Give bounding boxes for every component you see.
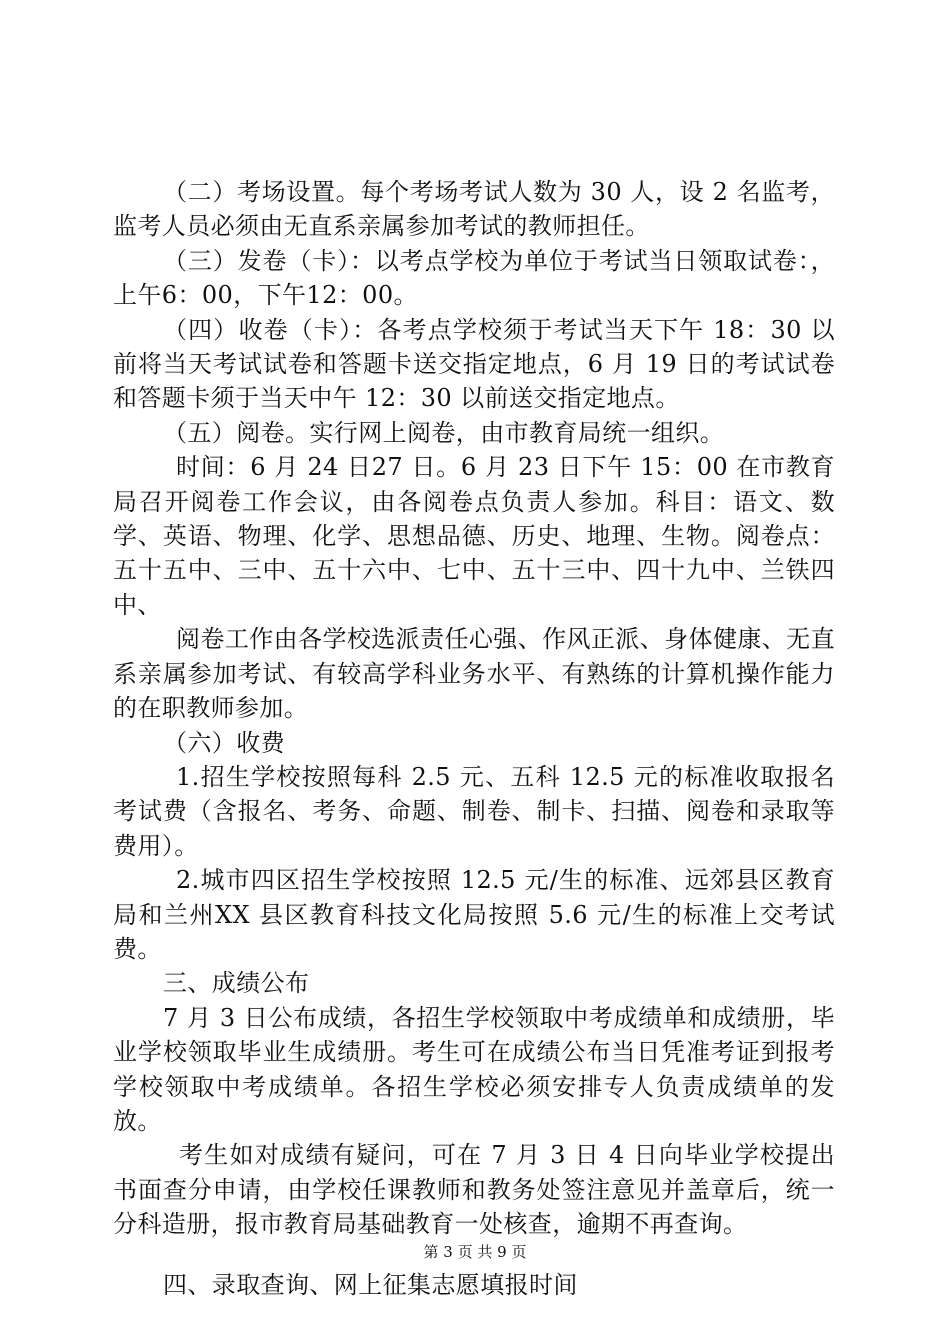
page-footer: 第 3 页 共 9 页 — [423, 1243, 527, 1261]
document-body — [113, 175, 835, 1302]
paragraph-score-review: 考生如对成绩有疑问，可在 7 月 3 日 4 日向毕业学校提出书面查分申请，由学校任课教师和教务处签注意见并盖章后，统一分科造册，报市教育局基础教育一处核查，逾期不再查询。 — [113, 1141, 835, 1239]
paragraph-paper-collection: （四）收卷（卡）：各考点学校须于考试当天下午 18：30 以前将当天考试试卷和答题卡送交指定地点，6 月 19 日的考试试卷和答题卡须于当天中午 12：30 以前送交指定地点。 — [113, 315, 835, 413]
paragraph-paper-distribution: （三）发卷（卡）：以考点学校为单位于考试当日领取试卷：，上午6：00，下午12：00。 — [113, 246, 835, 310]
paragraph-marking-schedule: 时间：6 月 24 日27 日。6 月 23 日下午 15：00 在市教育局召开阅卷工作会议，由各阅卷点负责人参加。科目：语文、数学、英语、物理、化学、思想品德、历史、地理、生物。阅卷点：五十五中、三中、五十六中、七中、五十三中、四十九中、兰铁四中、 — [113, 453, 835, 619]
paragraph-marking-staff: 阅卷工作由各学校选派责任心强、作风正派、身体健康、无直系亲属参加考试、有较高学科业务水平、有熟练的计算机操作能力的在职教师参加。 — [113, 625, 835, 723]
paragraph-fee-item-2: 2.城市四区招生学校按照 12.5 元/生的标准、远郊县区教育局和兰州XX 县区教育科技文化局按照 5.6 元/生的标准上交考试费。 — [113, 866, 835, 963]
paragraph-marking: （五）阅卷。实行网上阅卷，由市教育局统一组织。 — [163, 418, 725, 447]
paragraph-results-release: 7 月 3 日公布成绩，各招生学校领取中考成绩单和成绩册，毕业学校领取毕业生成绩册。考生可在成绩公布当日凭准考证到报考学校领取中考成绩单。各招生学校必须安排专人负责成绩单的发放。 — [113, 1003, 835, 1135]
heading-admission-query: 四、录取查询、网上征集志愿填报时间 — [163, 1270, 578, 1299]
paragraph-exam-room-setup: （二）考场设置。每个考场考试人数为 30 人，设 2 名监考，监考人员必须由无直系亲属参加考试的教师担任。 — [113, 178, 835, 241]
paragraph-fee-item-1: 1.招生学校按照每科 2.5 元、五科 12.5 元的标准收取报名考试费（含报名、考务、命题、制卷、制卡、扫描、阅卷和录取等费用）。 — [113, 762, 835, 860]
heading-fees: （六）收费 — [163, 728, 285, 757]
heading-results-publication: 三、成绩公布 — [163, 969, 310, 998]
